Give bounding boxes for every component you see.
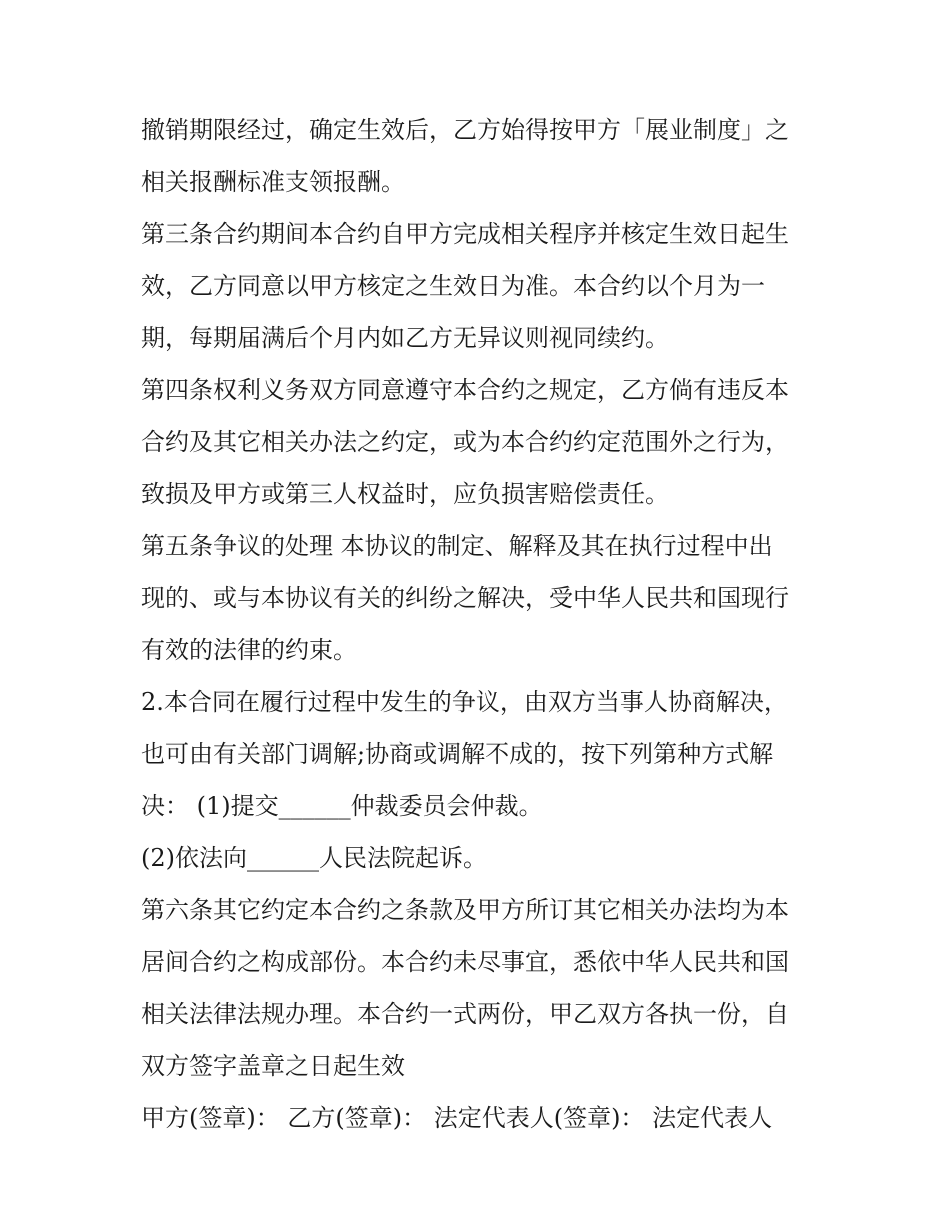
paragraph-court-option <box>141 832 821 884</box>
text-line: 期，每期届满后个月内如乙方无异议则视同续约。 <box>141 324 669 352</box>
text-line: 第四条权利义务双方同意遵守本合约之规定，乙方倘有违反本 <box>141 376 789 404</box>
text-line: 相关报酬标准支领报酬。 <box>141 168 405 196</box>
text-line: 甲方(签章)： 乙方(签章)： 法定代表人(签章)： 法定代表人 <box>141 1104 773 1132</box>
text-line: 2.本合同在履行过程中发生的争议，由双方当事人协商解决， <box>141 688 788 716</box>
paragraph-remuneration <box>141 104 821 208</box>
paragraph-article-4 <box>141 364 821 520</box>
text-line: 致损及甲方或第三人权益时，应负损害赔偿责任。 <box>141 480 669 508</box>
text-line: 第三条合约期间本合约自甲方完成相关程序并核定生效日起生 <box>141 220 789 248</box>
text-line: 有效的法律的约束。 <box>141 636 357 664</box>
paragraph-article-6 <box>141 884 821 1092</box>
text-line: 双方签字盖章之日起生效 <box>141 1052 405 1080</box>
text-line: 也可由有关部门调解;协商或调解不成的，按下列第种方式解 <box>141 740 774 768</box>
text-line: 撤销期限经过，确定生效后，乙方始得按甲方「展业制度」之 <box>141 116 789 144</box>
text-line: 效，乙方同意以甲方核定之生效日为准。本合约以个月为一 <box>141 272 765 300</box>
document-body <box>141 104 821 1144</box>
text-line: 合约及其它相关办法之约定，或为本合约约定范围外之行为， <box>141 428 789 456</box>
text-line: 居间合约之构成部份。本合约未尽事宜，悉依中华人民共和国 <box>141 948 789 976</box>
text-line: (2)依法向______人民法院起诉。 <box>141 844 487 872</box>
paragraph-article-5 <box>141 520 821 676</box>
text-line: 相关法律法规办理。本合约一式两份，甲乙双方各执一份，自 <box>141 1000 789 1028</box>
text-line: 决： (1)提交______仲裁委员会仲裁。 <box>141 792 543 820</box>
text-line: 现的、或与本协议有关的纠纷之解决，受中华人民共和国现行 <box>141 584 789 612</box>
paragraph-dispute-resolution <box>141 676 821 832</box>
paragraph-article-3 <box>141 208 821 364</box>
text-line: 第五条争议的处理 本协议的制定、解释及其在执行过程中出 <box>141 532 773 560</box>
signature-line <box>141 1092 821 1144</box>
text-line: 第六条其它约定本合约之条款及甲方所订其它相关办法均为本 <box>141 896 789 924</box>
